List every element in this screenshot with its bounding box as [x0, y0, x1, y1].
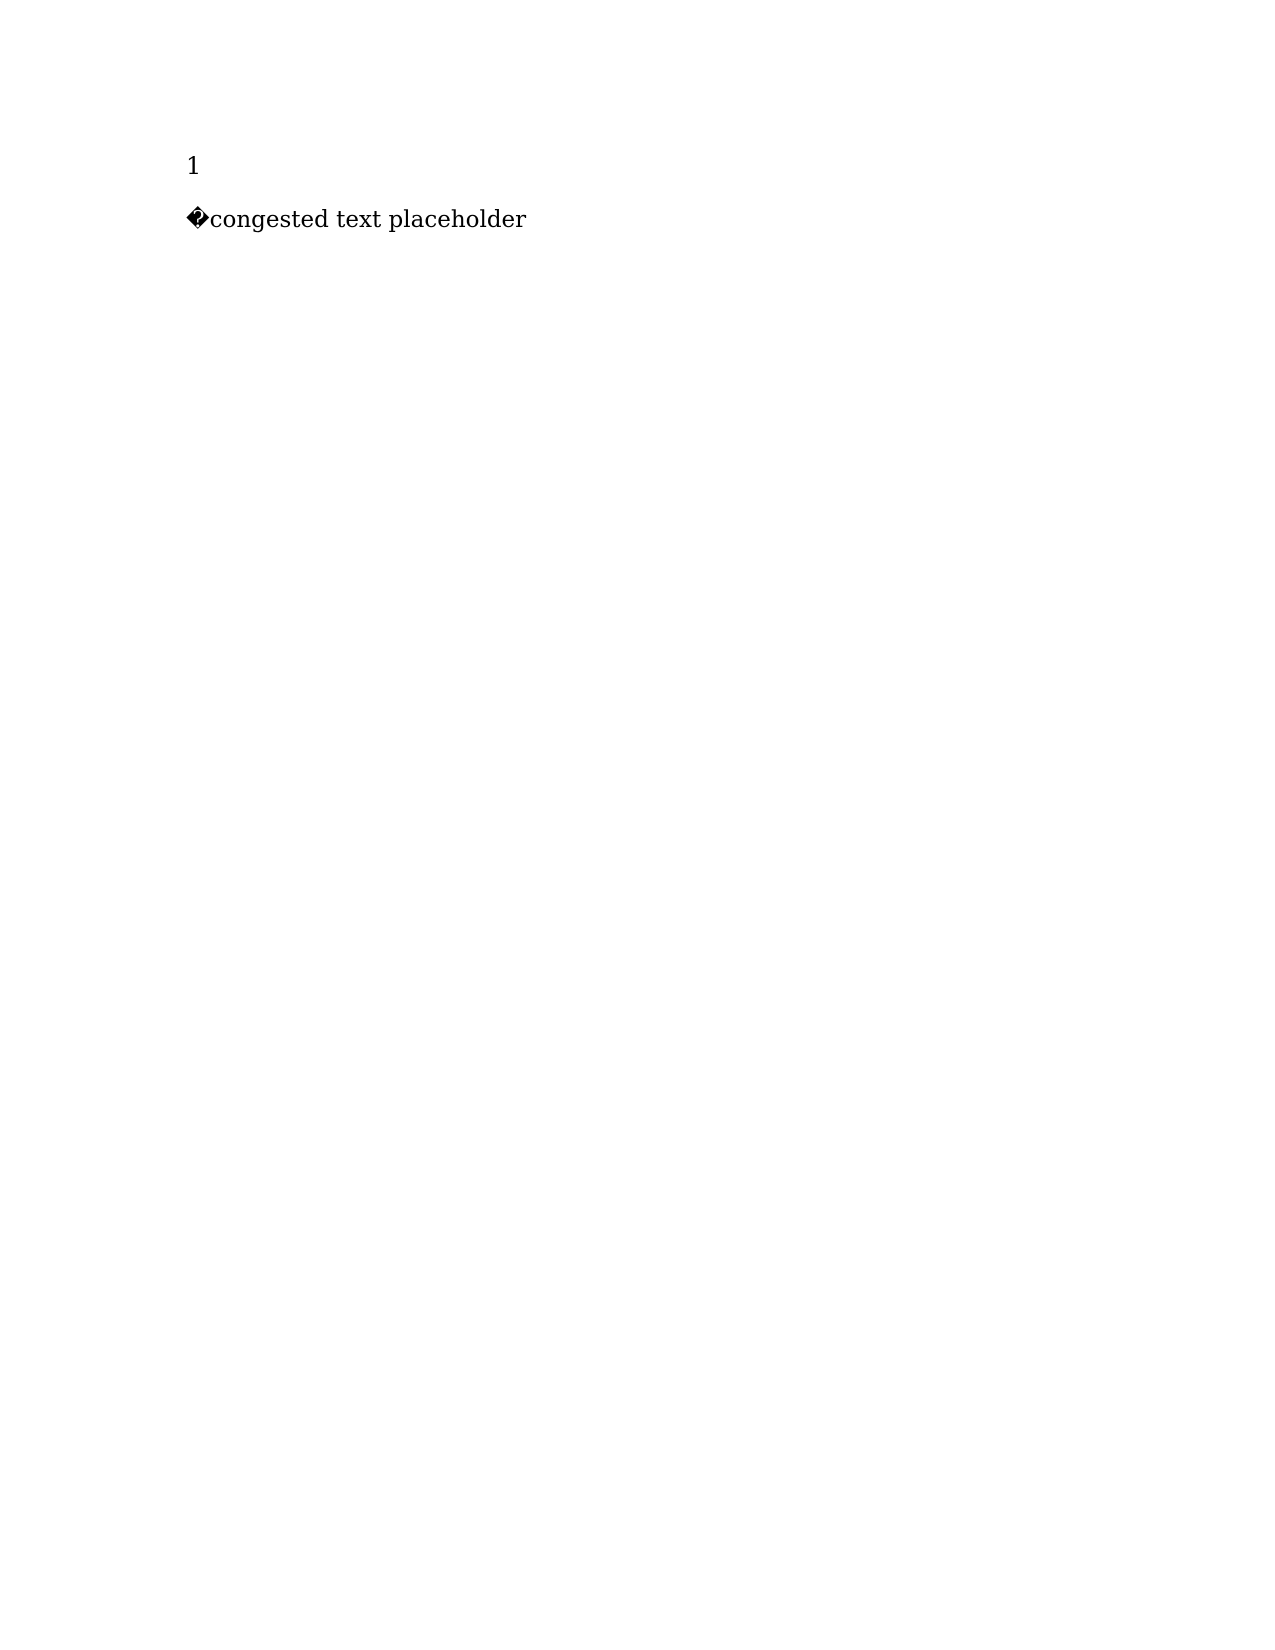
page-number: 1: [186, 152, 202, 180]
paragraph-1: �congested text placeholder: [186, 207, 527, 233]
body-text: [186, 203, 1086, 271]
